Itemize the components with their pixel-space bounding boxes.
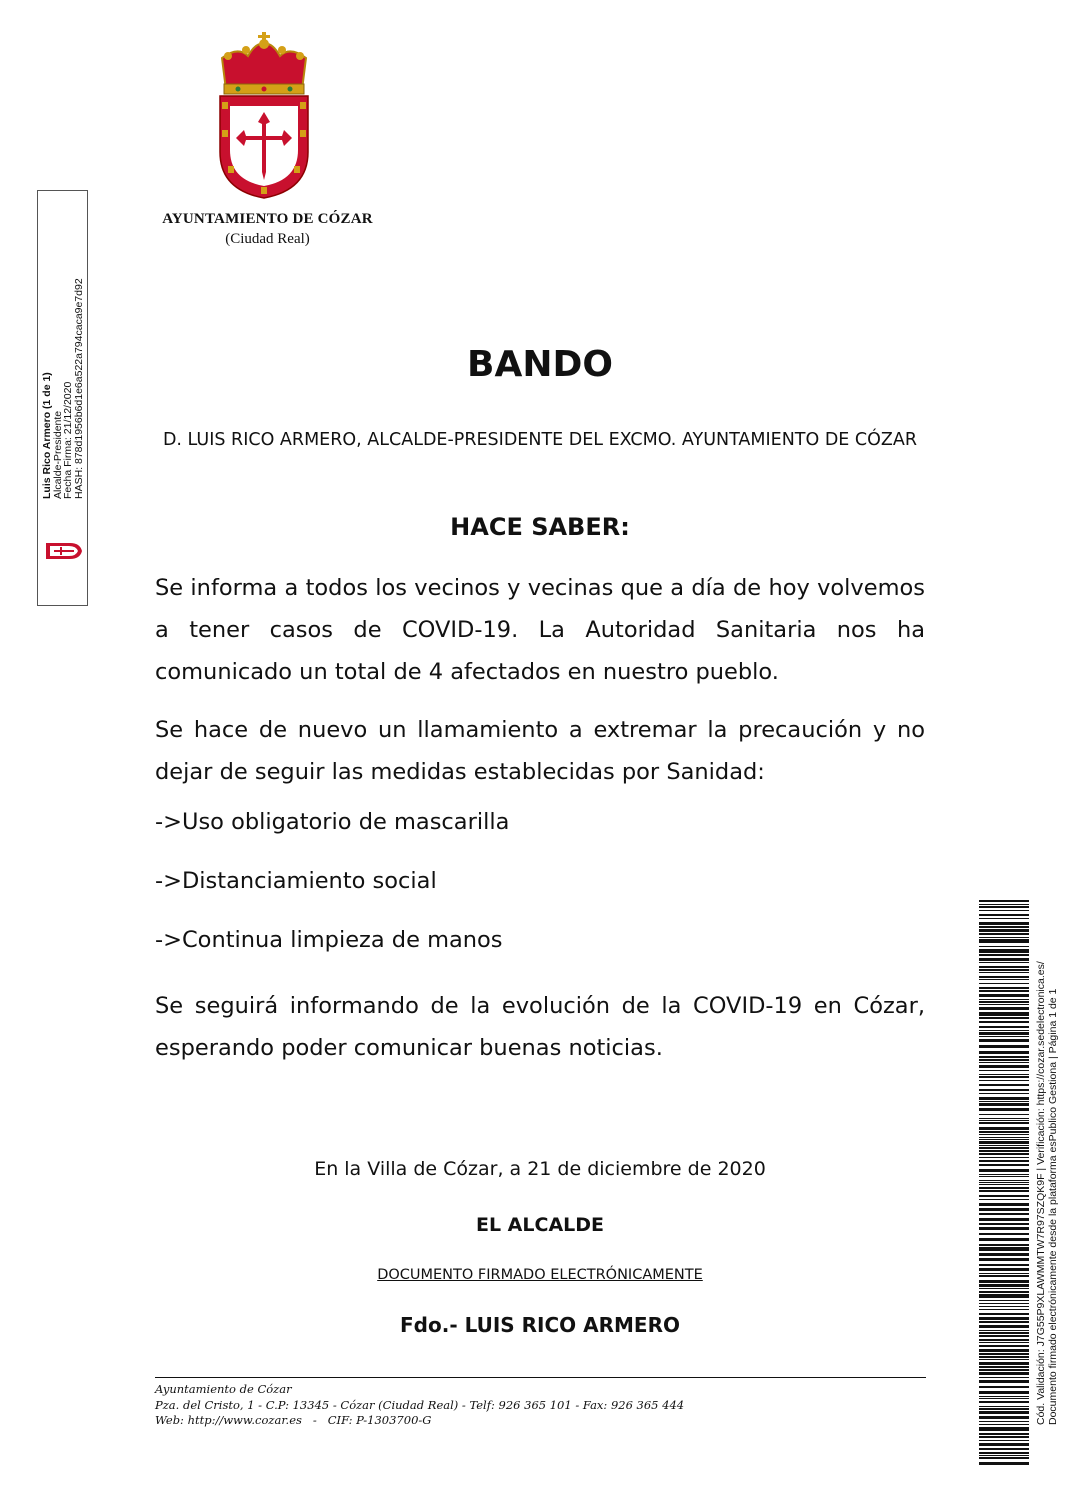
footer-line: Ayuntamiento de Cózar [155,1382,292,1396]
barcode-bar [979,1317,1029,1320]
barcode-bar [979,1227,1029,1230]
barcode-bar [979,1457,1029,1459]
signer-title: EL ALCALDE [475,1214,605,1236]
barcode-bar [979,1218,1029,1221]
barcode-bar [979,962,1029,963]
barcode-bar [979,1223,1029,1225]
barcode-bar [979,1264,1029,1266]
signature-text [42,199,84,499]
measure-item: ->Uso obligatorio de mascarilla [155,809,510,835]
barcode-bar [979,1258,1029,1261]
barcode-bar [979,999,1029,1000]
barcode-bar [979,1448,1029,1450]
barcode-bar [979,1141,1029,1144]
barcode-bar [979,1362,1029,1365]
footer-line: Pza. del Cristo, 1 - C.P: 13345 - Cózar (Ciudad Real) - Telf: 926 365 101 - Fax: 926 365 444 [155,1397,685,1412]
barcode-bar [979,914,1029,916]
barcode-bar [979,1164,1029,1166]
barcode-bar [979,904,1029,905]
barcode-bar [979,1093,1029,1094]
barcode-bar [979,1062,1029,1063]
barcode-bar [979,1268,1029,1271]
org-region: (Ciudad Real) [225,231,310,247]
barcode-bar [979,1137,1029,1138]
barcode-bar [979,979,1029,980]
dateline: En la Villa de Cózar, a 21 de diciembre de 2020 [314,1158,766,1180]
barcode-bar [979,958,1029,961]
barcode-bar [979,1195,1029,1197]
barcode-bar [979,918,1029,919]
barcode-bar [979,1391,1029,1394]
barcode-bar [979,1332,1029,1334]
barcode-bar [979,1036,1029,1037]
barcode-bar [979,1190,1029,1192]
paragraph-1: Se informa a todos los vecinos y vecinas que a día de hoy volvemos a tener casos de COVID-19. La Autoridad Sanitaria nos ha comunicado un total de 4 afectados en nuestro pueblo. [155,575,925,685]
barcode-bar [979,1127,1029,1130]
barcode-bar [979,1076,1029,1078]
barcode-bar [979,1059,1029,1061]
barcode-bar [979,1294,1029,1298]
barcode-bar [979,910,1029,911]
barcode-bar [979,1039,1029,1042]
barcode-bar [979,1452,1029,1454]
signed-by: Fdo.- LUIS RICO ARMERO [400,1313,680,1337]
barcode-bar [979,1184,1029,1185]
barcode-bar [979,937,1029,938]
barcode-bar [979,1416,1029,1419]
barcode-bar [979,1408,1029,1410]
barcode-bar [979,1253,1029,1256]
barcode-bar [979,1051,1029,1054]
barcode-bar [979,1080,1029,1081]
barcode-bar [979,1145,1029,1146]
barcode-bar [979,1150,1029,1152]
barcode-bar [979,1030,1029,1031]
barcode-bar [979,1070,1029,1071]
barcode-bar [979,976,1029,978]
barcode-bar [979,1356,1029,1358]
document-title: BANDO [467,344,613,385]
barcode-bar [979,1160,1029,1162]
footer-line: Web: http://www.cozar.es - CIF: P-1303700-G [155,1413,432,1427]
barcode-bar [979,1131,1029,1133]
barcode-bar [979,1462,1029,1465]
measure-item: ->Distanciamiento social [155,868,437,894]
barcode-bar [979,1045,1029,1048]
barcode-bar [979,1433,1029,1435]
barcode-bar [979,1342,1029,1343]
signature-date: Fecha Firma: 21/12/2020 [62,381,75,499]
barcode-bar [979,1411,1029,1414]
barcode-bar [979,1247,1029,1251]
barcode-bar [979,1291,1029,1293]
barcode-bar [979,1353,1029,1355]
barcode-bar [979,1372,1029,1375]
barcode-bar [979,1366,1029,1368]
footer [155,1382,684,1429]
paragraph-2: Se hace de nuevo un llamamiento a extremar la precaución y no dejar de seguir las medidas establecidas por Sanidad: [155,717,925,785]
barcode-bar [979,1026,1029,1028]
barcode-bar [979,1120,1029,1121]
barcode-bar [979,1174,1029,1175]
barcode-bar [979,1377,1029,1378]
barcode-bar [979,1056,1029,1058]
barcode-bar [979,933,1029,935]
barcode-bar [979,1101,1029,1102]
barcode-bar [979,983,1029,984]
barcode-bar [979,1118,1029,1119]
barcode-bar [979,926,1029,928]
barcode-bar [979,1309,1029,1310]
barcode-bar [979,1386,1029,1388]
barcode-bar [979,949,1029,953]
barcode-bar [979,939,1029,943]
barcode-bar [979,1325,1029,1328]
barcode-bar [979,954,1029,956]
barcode-bar [979,1065,1029,1068]
barcode-bar [979,922,1029,925]
barcode-bar [979,1032,1029,1035]
hace-saber-heading: HACE SABER: [450,513,630,541]
barcode-bar [979,929,1029,932]
barcode-bar [979,1421,1029,1422]
coat-of-arms-icon [218,32,310,200]
barcode-bar [979,1108,1029,1111]
signer-name: Luis Rico Armero (1 de 1) [41,372,53,499]
barcode-bar [979,900,1029,902]
signer-role: Alcalde-Presidente [51,410,64,499]
barcode-bar [979,966,1029,968]
barcode-bar [979,1321,1029,1323]
barcode-bar [979,1436,1029,1438]
barcode-bar [979,1330,1029,1331]
footer-divider [155,1377,926,1378]
barcode-bar [979,1187,1029,1189]
mayor-line: D. LUIS RICO ARMERO, ALCALDE-PRESIDENTE DEL EXCMO. AYUNTAMIENTO DE CÓZAR [162,430,918,450]
barcode-bar [979,1213,1029,1215]
barcode-bar [979,1300,1029,1301]
barcode-bar [979,1398,1029,1399]
stamp-crest-icon [43,536,83,566]
barcode-bar [979,1114,1029,1115]
barcode-bar [979,1199,1029,1200]
barcode-bar [979,1427,1029,1431]
barcode-bar [979,1284,1029,1287]
barcode-bar [979,1007,1029,1010]
paragraph-3: Se seguirá informando de la evolución de la COVID-19 en Cózar, esperando poder comunicar buenas noticias. [155,993,925,1061]
barcode-icon [979,900,1029,1467]
barcode-bar [979,1359,1029,1360]
barcode-bar [979,1074,1029,1075]
barcode-bar [979,1208,1029,1211]
org-name: AYUNTAMIENTO DE CÓZAR [162,211,373,227]
barcode-bar [979,946,1029,947]
barcode-bar [979,1280,1029,1283]
barcode-bar [979,1012,1029,1016]
barcode-bar [979,1176,1029,1177]
barcode-bar [979,1134,1029,1135]
barcode-bar [979,1440,1029,1441]
barcode-bar [979,972,1029,973]
barcode-bar [979,1273,1029,1274]
barcode-bar [979,994,1029,997]
barcode-bar [979,1275,1029,1277]
signature-hash: HASH: 878d1956b6d1e6a522a794caca9e7d92 [72,278,85,499]
barcode-bar [979,1084,1029,1086]
barcode-bar [979,1238,1029,1241]
barcode-bar [979,906,1029,908]
barcode-bar [979,1349,1029,1352]
signature-stamp [37,190,88,606]
verification-platform: Documento firmado electrónicamente desde la plataforma esPublico Gestiona | Página 1 de 1 [1046,988,1059,1425]
barcode-bar [979,1103,1029,1106]
barcode-bar [979,1424,1029,1425]
barcode-bar [979,1339,1029,1341]
barcode-bar [979,990,1029,992]
barcode-bar [979,1004,1029,1005]
barcode-bar [979,1139,1029,1140]
barcode-bar [979,1153,1029,1155]
verification-text [1036,961,1059,1425]
barcode-bar [979,1345,1029,1347]
barcode-bar [979,1157,1029,1158]
barcode-bar [979,1180,1029,1181]
barcode-bar [979,1021,1029,1023]
barcode-bar [979,1401,1029,1403]
barcode-bar [979,1182,1029,1183]
barcode-bar [979,1313,1029,1315]
barcode-bar [979,1306,1029,1307]
barcode-bar [979,1380,1029,1383]
barcode-bar [979,969,1029,971]
verification-code: Cód. Validación: J7G55P9XLAWMMTW7R97SZQK9F | Verificación: https://cozar.sedelectronica.es/ [1035,961,1047,1425]
measure-item: ->Continua limpieza de manos [155,927,503,953]
barcode-bar [979,1089,1029,1091]
barcode-bar [979,1017,1029,1019]
barcode-bar [979,1203,1029,1206]
barcode-bar [979,987,1029,989]
barcode-bar [979,1244,1029,1246]
barcode-bar [979,1335,1029,1337]
barcode-bar [979,1288,1029,1289]
barcode-bar [979,1455,1029,1456]
signed-note: DOCUMENTO FIRMADO ELECTRÓNICAMENTE [377,1267,703,1283]
barcode-bar [979,1396,1029,1397]
barcode-bar [979,1369,1029,1371]
barcode-bar [979,1097,1029,1100]
barcode-bar [979,1001,1029,1003]
barcode-bar [979,1169,1029,1172]
barcode-bar [979,1406,1029,1407]
barcode-bar [979,1303,1029,1304]
barcode-bar [979,1122,1029,1124]
barcode-bar [979,1233,1029,1235]
barcode-bar [979,1443,1029,1446]
barcode-bar [979,1147,1029,1149]
